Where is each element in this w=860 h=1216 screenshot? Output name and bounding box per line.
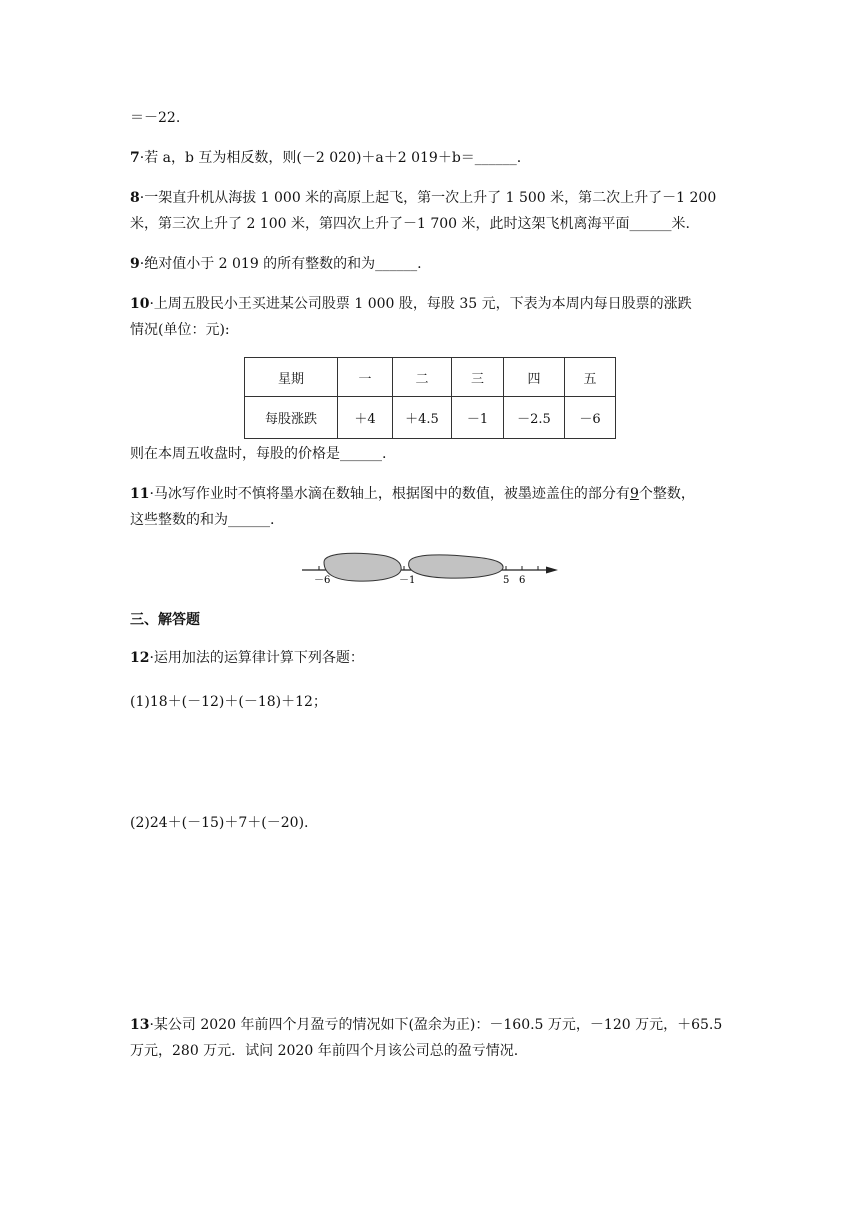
table-cell: 星期	[245, 358, 338, 397]
question-number: 13	[130, 1017, 150, 1033]
stock-change-table	[244, 357, 616, 439]
table-cell: －2.5	[504, 397, 565, 439]
question-text: ·绝对值小于 2 019 的所有整数的和为______.	[139, 256, 422, 272]
section-heading: 三、解答题	[130, 612, 200, 628]
question-12	[130, 648, 364, 668]
question-number: 7	[130, 150, 140, 166]
question-12-part2: (2)24＋(－15)＋7＋(－20).	[130, 815, 309, 831]
question-number: 8	[130, 190, 140, 206]
table-cell: ＋4.5	[393, 397, 452, 439]
question-text: ·运用加法的运算律计算下列各题：	[149, 650, 364, 666]
question-7	[130, 148, 521, 168]
question-10-line2: 情况(单位：元):	[130, 322, 230, 338]
ink-blot-right	[409, 555, 503, 578]
axis-label: 5	[503, 575, 510, 586]
table-cell: 每股涨跌	[245, 397, 338, 439]
question-number: 10	[130, 296, 150, 312]
question-8-line2: 米，第三次上升了 2 100 米，第四次上升了－1 700 米，此时这架飞机离海平面______米.	[130, 216, 690, 232]
table-cell: 四	[504, 358, 565, 397]
table-cell: 五	[565, 358, 616, 397]
question-text: 个整数，	[638, 486, 695, 502]
axis-label: －1	[399, 575, 416, 586]
table-row	[245, 397, 616, 439]
question-11-line2: 这些整数的和为______.	[130, 512, 275, 528]
question-number: 12	[130, 650, 150, 666]
table-cell: －1	[452, 397, 504, 439]
axis-label: 6	[519, 575, 526, 586]
table-header-row	[245, 358, 616, 397]
question-text: ·若 a，b 互为相反数，则(－2 020)＋a＋2 019＋b＝______.	[139, 150, 522, 166]
table-cell: ＋4	[338, 397, 393, 439]
question-text: ·某公司 2020 年前四个月盈亏的情况如下(盈余为正)：－160.5 万元，－120 万元，＋65.5	[149, 1017, 723, 1033]
question-10-after: 则在本周五收盘时，每股的价格是______.	[130, 446, 387, 462]
integer-count: 9	[629, 486, 639, 502]
question-number: 9	[130, 256, 140, 272]
table-cell: 三	[452, 358, 504, 397]
question-13	[130, 1015, 722, 1035]
table-cell: －6	[565, 397, 616, 439]
question-13-line2: 万元，280 万元．试问 2020 年前四个月该公司总的盈亏情况.	[130, 1043, 519, 1059]
question-text: ·马冰写作业时不慎将墨水滴在数轴上，根据图中的数值，被墨迹盖住的部分有	[149, 486, 630, 502]
table-cell: 二	[393, 358, 452, 397]
question-9	[130, 254, 422, 274]
question-11	[130, 484, 695, 504]
question-text: ·一架直升机从海拔 1 000 米的高原上起飞，第一次上升了 1 500 米，第二次上升了－1 200	[139, 190, 717, 206]
question-10	[130, 294, 692, 314]
previous-answer: ＝－22.	[130, 110, 181, 126]
table-cell: 一	[338, 358, 393, 397]
axis-label: －6	[314, 575, 331, 586]
question-12-part1: (1)18＋(－12)＋(－18)＋12；	[130, 694, 327, 710]
question-number: 11	[130, 486, 150, 502]
ink-blot-left	[324, 553, 401, 581]
question-8	[130, 188, 716, 208]
number-line-figure	[296, 548, 566, 588]
question-text: ·上周五股民小王买进某公司股票 1 000 股，每股 35 元，下表为本周内每日股票的涨跌	[149, 296, 692, 312]
axis-arrow	[546, 567, 558, 574]
